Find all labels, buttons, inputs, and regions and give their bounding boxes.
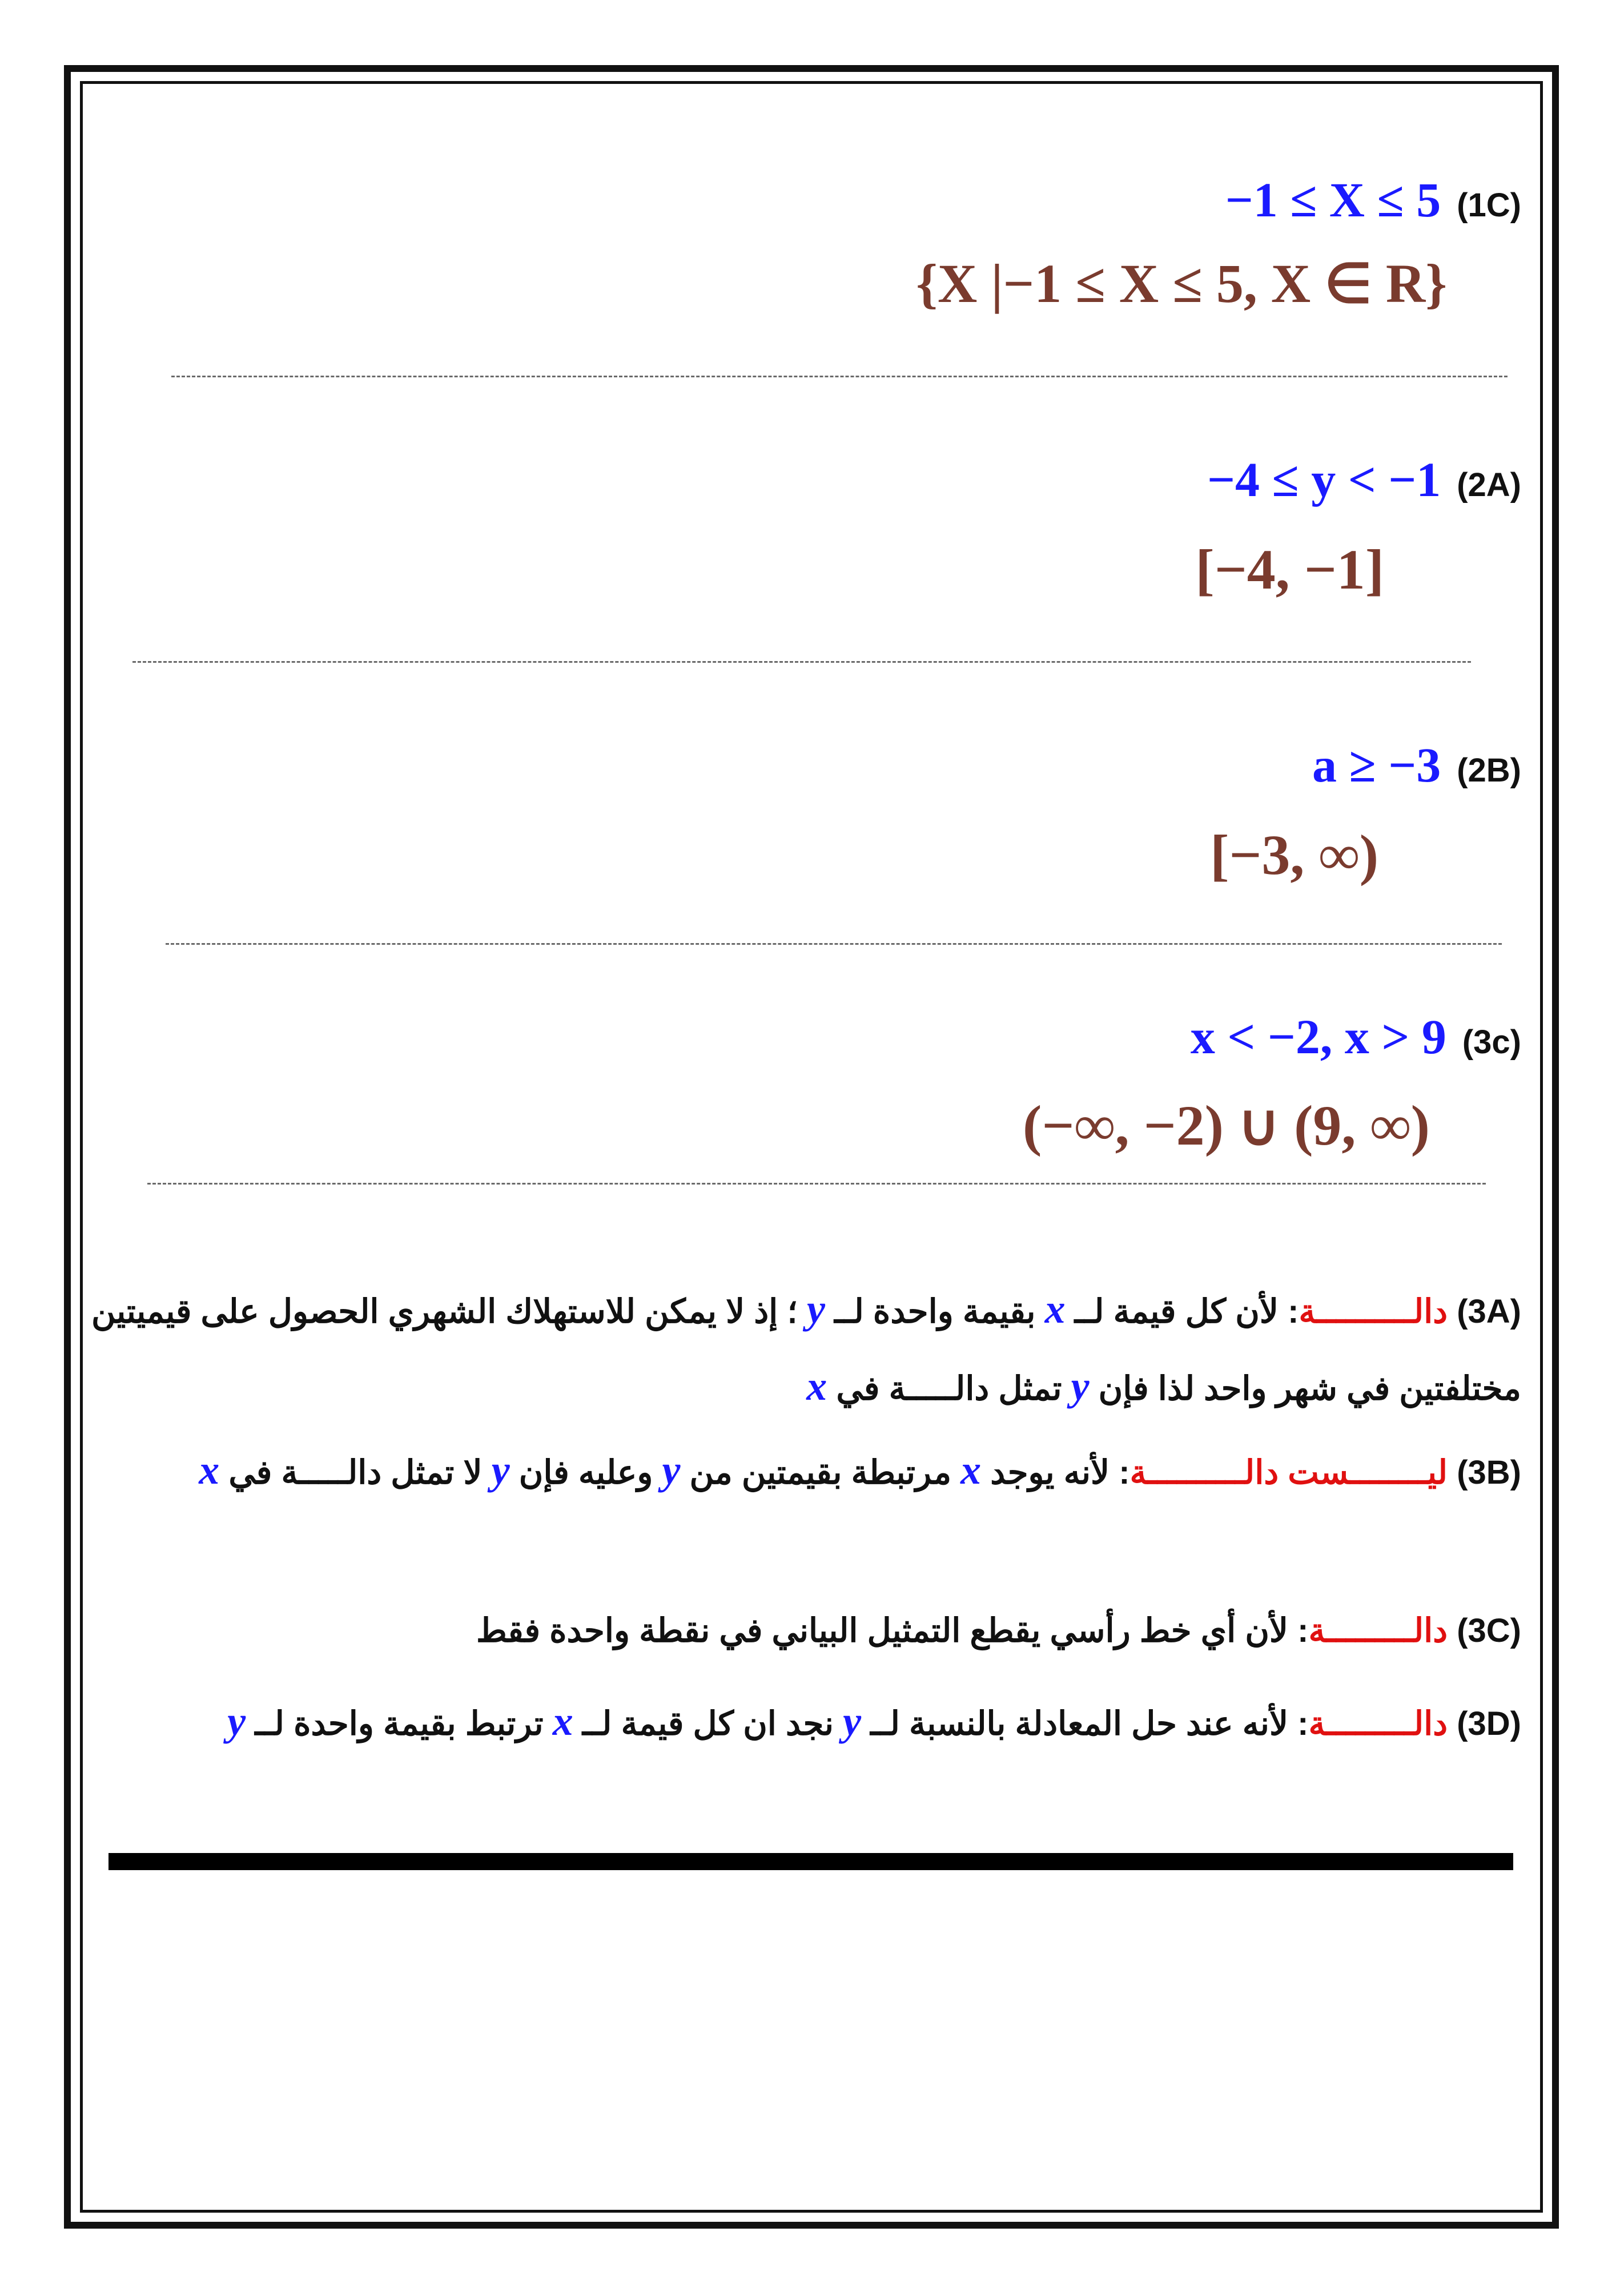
paragraph-text: بقيمة واحدة لــ: [825, 1293, 1045, 1330]
paragraph-text: : لأنه عند حل المعادلة بالنسبة لــ: [861, 1705, 1309, 1742]
variable: y: [227, 1698, 246, 1744]
item-2a-answer: [−4, −1]: [1195, 538, 1384, 601]
paragraph-3c-tag: (3C): [1457, 1612, 1521, 1649]
item-2a-expression: −4 ≤ y < −1: [1207, 452, 1441, 507]
paragraph-3c-label: دالـــــــــة: [1308, 1612, 1448, 1649]
paragraph-3b-label: ليــــــــست دالــــــــــة: [1129, 1454, 1448, 1491]
paragraph-3a-tag: (3A): [1457, 1293, 1521, 1330]
paragraph-3c: [91, 1594, 1521, 1668]
paragraph-text: ؛ إذ لا يمكن للاستهلاك الشهري الحصول على قيميتين مختلفتين في شهر واحد لذا فإن: [91, 1293, 1521, 1407]
variable: x: [806, 1363, 827, 1409]
item-2b-answer: [−3, ∞): [1210, 823, 1378, 887]
paragraph-3d-label: دالـــــــــة: [1308, 1705, 1448, 1742]
variable: x: [199, 1447, 220, 1493]
divider: [171, 376, 1508, 377]
item-2b-tag: (2B): [1457, 752, 1521, 789]
paragraph-text: : لأنه يوجد: [981, 1454, 1130, 1491]
item-3c-tag: (3c): [1462, 1024, 1521, 1061]
divider: [147, 1183, 1486, 1185]
paragraph-3b: [91, 1433, 1521, 1510]
item-1c-row: [1225, 171, 1521, 228]
paragraph-text: : لأن أي خط رأسي يقطع التمثيل البياني في نقطة واحدة فقط: [476, 1612, 1309, 1649]
paragraph-3d-tag: (3D): [1457, 1705, 1521, 1742]
divider: [166, 943, 1502, 945]
paragraph-text: نجد ان كل قيمة لــ: [573, 1705, 843, 1742]
item-3c-row: [1191, 1008, 1521, 1065]
variable: y: [662, 1447, 681, 1493]
section-separator-bar: [108, 1853, 1513, 1870]
item-2a-row: [1207, 451, 1521, 508]
item-1c-expression: −1 ≤ X ≤ 5: [1225, 172, 1441, 227]
item-1c-tag: (1C): [1457, 187, 1521, 224]
paragraph-3a: [91, 1272, 1521, 1426]
variable: x: [960, 1447, 982, 1493]
item-2b-row: [1312, 736, 1521, 793]
paragraph-text: تمثل دالـــــة في: [827, 1370, 1071, 1407]
paragraph-text: وعليه فإن: [509, 1454, 662, 1491]
variable: y: [807, 1286, 825, 1332]
paragraph-text: ترتبط بقيمة واحدة لــ: [246, 1705, 553, 1742]
variable: y: [1071, 1363, 1090, 1409]
variable: x: [1044, 1286, 1066, 1332]
item-2a-tag: (2A): [1457, 466, 1521, 503]
item-3c-expression: x < −2, x > 9: [1190, 1009, 1446, 1064]
paragraph-text: لا تمثل دالـــــة في: [219, 1454, 492, 1491]
divider: [132, 661, 1471, 663]
paragraph-3a-label: دالــــــــــة: [1299, 1293, 1448, 1330]
variable: y: [843, 1698, 862, 1744]
variable: y: [491, 1447, 510, 1493]
item-3c-answer: (−∞, −2) ∪ (9, ∞): [1023, 1094, 1430, 1157]
variable: x: [552, 1698, 573, 1744]
paragraph-text: مرتبطة بقيمتين من: [680, 1454, 961, 1491]
item-1c-answer: {X |−1 ≤ X ≤ 5, X ∈ R}: [916, 253, 1447, 314]
paragraph-3d: [91, 1684, 1521, 1761]
paragraph-3b-tag: (3B): [1457, 1454, 1521, 1491]
paragraph-text: : لأن كل قيمة لــ: [1065, 1293, 1299, 1330]
item-2b-expression: a ≥ −3: [1312, 738, 1441, 792]
